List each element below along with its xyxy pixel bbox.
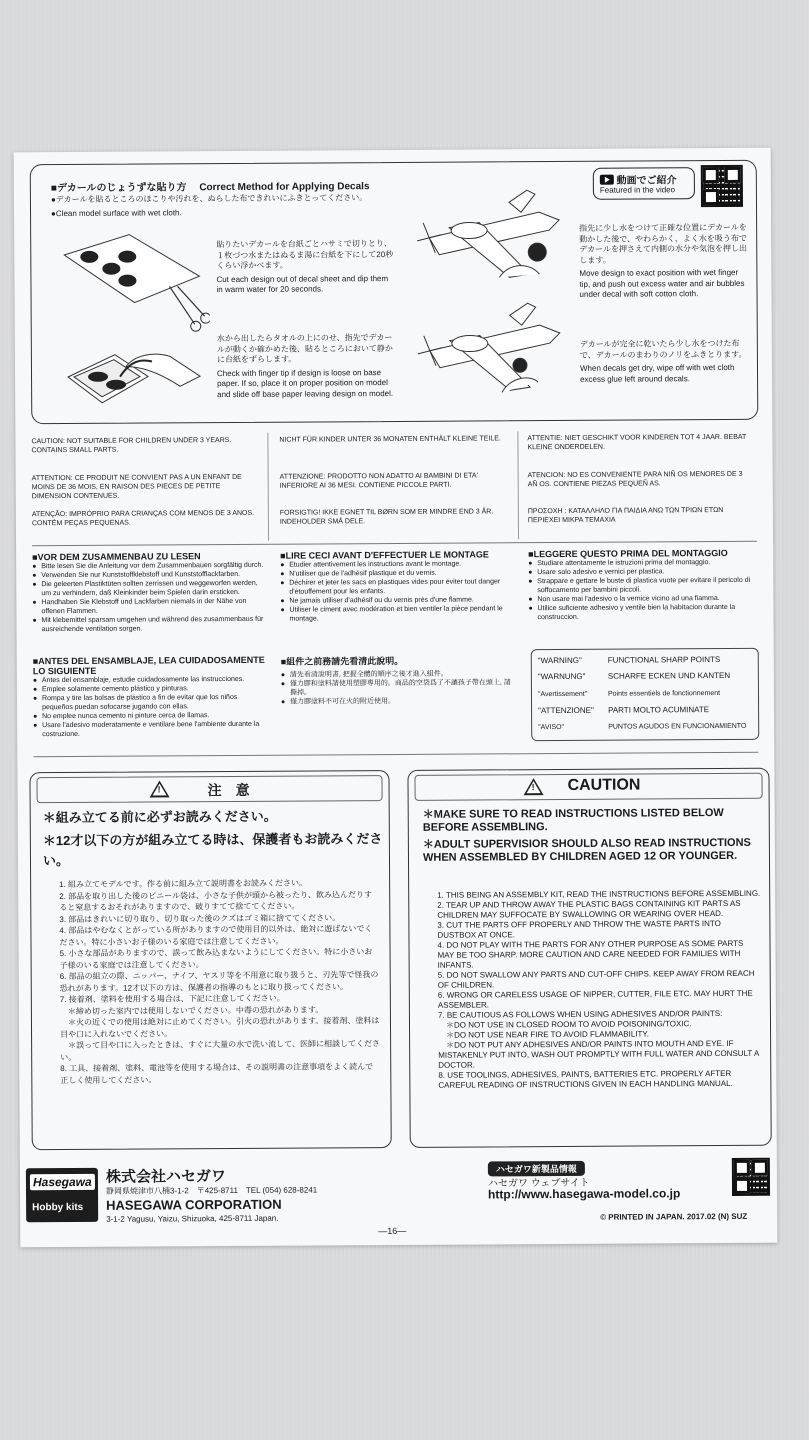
- table-row: [538, 689, 752, 699]
- list-item: ● Strappare e gettare le buste di plastica vuote per evitare il pericolo di soffocamento per bambini piccoli.: [528, 576, 758, 595]
- list-item: ● Die geleerten Plastiktüten sollten zerrissen und weggeworfen werden, um zu verhindern, daß Kleinkinder beim Spielen darin ersticken.: [32, 579, 268, 598]
- list-item: ＊DO NOT USE NEAR FIRE TO AVOID FLAMMABILITY.: [438, 1029, 649, 1040]
- warning-no: FORSIGTIG! IKKE EGNET TIL BØRN SOM ER MINDRE END 3 ÅR. INDEHOLDER SMÅ DELE.: [279, 508, 494, 526]
- table-row-text: Points essentiels de fonctionnement: [607, 690, 721, 698]
- caution-en-header: [414, 773, 762, 801]
- list-item: ＊誤って目や口に入ったときは、すぐに大量の水で洗い流して、医師に相談してください。: [60, 1039, 380, 1062]
- list-item: ● Usare l'adesivo moderatamente e ventilare bene l'ambiente durante la costruzione.: [33, 720, 269, 739]
- list-item: ● Emplee solamente cemento plástico y pinturas.: [33, 684, 269, 694]
- page-number: —16—: [378, 1225, 407, 1237]
- caution-jp-list: [45, 877, 380, 1086]
- address-jp: 静岡県焼津市八楠3-1-2 〒425-8711 TEL (054) 628-8241: [105, 1185, 318, 1196]
- warning-triangle-icon: !: [150, 781, 170, 798]
- table-row-label: "Avertissement": [537, 690, 588, 699]
- decal-clean-jp: ●デカールを貼るところのほこりや汚れを、ぬらした布できれいにふきとってください。: [50, 193, 368, 205]
- section-de-title: ■VOR DEM ZUSAMMENBAU ZU LESEN: [32, 551, 201, 563]
- list-item: ● 僅力膠和塗料請使用塑膠專用的。商品的空袋爲了不讓孩子帶在頭上, 請撕掉。: [281, 678, 517, 697]
- section-zh: [281, 653, 517, 706]
- warning-pt: ATENÇÃO: IMPRÓPRIO PARA CRIANÇAS COM MENOS DE 3 ANOS. CONTÉM PEÇAS PEQUENAS.: [31, 509, 255, 528]
- table-row: [538, 722, 752, 732]
- caution-en-lead1: ＊MAKE SURE TO READ INSTRUCTIONS LISTED BELOW BEFORE ASSEMBLING.: [422, 806, 724, 834]
- decal-clean-en: ●Clean model surface with wet cloth.: [51, 208, 182, 219]
- video-badge-jp: 動画でご紹介: [616, 175, 677, 187]
- list-item: 7. BE CAUTIOUS AS FOLLOWS WHEN USING ADHESIVES AND/OR PAINTS:: [437, 1009, 723, 1020]
- table-row: [538, 671, 752, 683]
- list-item: ● Bitte lesen Sie die Anleitung vor dem Zusammenbauen sorgfältig durch.: [32, 561, 268, 571]
- video-badge[interactable]: [593, 167, 695, 200]
- list-item: ● Ne jamais utiliser d'adhésif ou du vernis près d'une flamme.: [280, 595, 516, 605]
- list-item: ● 請先看清說明書, 把握全體的順序之後才進入組件。: [281, 669, 517, 679]
- decal-step4-jp: デカールが完全に乾いたら少し水をつけた布で、デカールのまわりのノリをふきとります。: [579, 338, 747, 360]
- list-item: ● Studiare attentamente le istruzioni prima del montaggio.: [528, 558, 758, 568]
- section-es: [33, 655, 270, 739]
- decal-step2: [217, 333, 397, 400]
- decal-illustration-left: [59, 226, 210, 417]
- list-item: 4. DO NOT PLAY WITH THE PARTS FOR ANY OTHER PURPOSE AS SOME PARTS MAY BE TOO SHARP. MORE CAUTION AND CARE NEEDED FOR FAMILIES WITH INFANTS.: [437, 938, 744, 970]
- list-item: 2. TEAR UP AND THROW AWAY THE PLASTIC BAGS CONTAINING KIT PARTS AS CHILDREN MAY SUFFOCATE BY SWALLOWING OR WEARING OVER HEAD.: [437, 898, 741, 920]
- new-product-info-badge: ハセガワ新製品情報: [488, 1161, 585, 1177]
- table-row-label: "AVISO": [538, 723, 565, 732]
- instruction-sheet: [14, 148, 778, 1248]
- table-row-label: "ATTENZIONE": [538, 705, 594, 716]
- section-es-list: [33, 675, 269, 739]
- caution-jp-box: [29, 770, 391, 1150]
- table-row-text: PARTI MOLTO ACUMINATE: [608, 705, 710, 715]
- caution-en-list: [423, 889, 762, 1091]
- section-fr-list: [280, 559, 516, 623]
- section-de-list: [32, 561, 268, 634]
- logo-sub: Hobby kits: [32, 1201, 84, 1214]
- list-item: 2. 部品を取り出した後のビニール袋は、小さな子供が頭から被ったり、飲み込んだりすると窒息するおそれがありますので、破りすてて捨ててください。: [59, 889, 372, 913]
- decal-panel: [30, 160, 759, 424]
- caution-jp-lead2: ＊12才以下の方が組み立てる時は、保護者もお読みください。: [42, 831, 383, 869]
- decal-step1-en: Cut each design out of decal sheet and dip them in warm water for 20 seconds.: [216, 273, 389, 295]
- warning-en: CAUTION: NOT SUITABLE FOR CHILDREN UNDER 3 YEARS. CONTAINS SMALL PARTS.: [31, 436, 232, 455]
- list-item: ● N'utiliser que de l'adhésif plastique et du vernis.: [280, 568, 516, 578]
- list-item: ● 僅力膠塗料不可在火的附近使用。: [281, 696, 517, 706]
- list-item: 4. 部品はやむなくとがっている所がありますので使用目的以外は、絶対に遊ばないでください。特に小さいお子様のいる家庭では注意してください。: [59, 924, 373, 947]
- plane-decal-illustration: [409, 182, 570, 413]
- section-zh-title: ■組件之前務請先看清此說明。: [280, 655, 404, 667]
- caution-jp-header: [36, 775, 382, 803]
- divider: [32, 541, 757, 546]
- table-row-text: FUNCTIONAL SHARP POINTS: [607, 655, 721, 665]
- warning-it: ATTENZIONE: PRODOTTO NON ADATTO AI BAMBINI DI ETA' INFERIORE AI 36 MESI. CONTIENE PICCOLE PARTI.: [279, 472, 478, 490]
- list-item: 8. USE TOOLINGS, ADHESIVES, PAINTS, BATTERIES ETC. PROPERLY AFTER CAREFUL READING OF INSTRUCTIONS GIVEN IN EACH HANDLING MANUAL.: [438, 1068, 733, 1090]
- list-item: ● Antes del ensamblaje, estudie cuidadosamente las instrucciones.: [33, 675, 269, 685]
- divider: [267, 433, 269, 541]
- list-item: ● Non usare mai l'adesivo o la vernice vicino ad una fiamma.: [528, 594, 758, 604]
- list-item: 1. 組み立てモデルです。作る前に組み立て説明書をお読みください。: [59, 878, 308, 890]
- list-item: 3. 部品はきれいに切り取り、切り取った後のクズはゴミ箱に捨ててください。: [59, 912, 341, 924]
- list-item: ● Verwenden Sie nur Kunststoffklebstoff und Kunststofflackfarben.: [32, 570, 268, 580]
- list-item: ● Etudier attentivement les instructions avant le montage.: [280, 559, 516, 569]
- list-item: 6. WRONG OR CARELESS USAGE OF NIPPER, CUTTER, FILE ETC. MAY HURT THE ASSEMBLER.: [437, 988, 753, 1010]
- section-es-title: ■ANTES DEL ENSAMBLAJE, LEA CUIDADOSAMENTE LO SIGUIENTE: [32, 654, 265, 677]
- caution-en-lead2: ＊ADULT SUPERVISIOR SHOULD ALSO READ INSTRUCTIONS WHEN ASSEMBLED BY CHILDREN AGED 12 OR YOUNGER.: [422, 836, 751, 864]
- list-item: ● Déchirer et jeter les sacs en plastiques vides pour éviter tout danger d'étouffement pour les enfants.: [280, 577, 516, 596]
- decal-step3: [579, 223, 749, 301]
- section-fr-title: ■LIRE CECI AVANT D'EFFECTUER LE MONTAGE: [280, 549, 489, 561]
- play-icon: [600, 175, 614, 185]
- list-item: ＊DO NOT USE IN CLOSED ROOM TO AVOID POISONING/TOXIC.: [437, 1019, 692, 1030]
- divider: [33, 752, 758, 757]
- list-item: 3. CUT THE PARTS OFF PROPERLY AND THROW THE WASTE PARTS INTO DUSTBOX AT ONCE.: [437, 919, 721, 940]
- list-item: ● Utiliser le ciment avec modération et bien ventiler la pièce pendant le montage.: [280, 604, 516, 623]
- table-row-label: "WARNUNG": [537, 671, 586, 682]
- list-item: ＊火の近くでの使用は絶対に止めてください。引火の恐れがあります。接着剤、塗料は目や口に入れないでください。: [59, 1016, 380, 1039]
- decal-step4-en: When decals get dry, wipe off with wet cloth excess glue left around decals.: [579, 362, 735, 384]
- caution-jp-title: 注 意: [207, 781, 250, 799]
- website-qr-code[interactable]: [732, 1158, 770, 1196]
- list-item: ● Handhaben Sie Klebstoff und Lackfarben niemals in der Nähe von offenen Flammen.: [32, 597, 268, 616]
- warning-fr: ATTENTION: CE PRODUIT NE CONVIENT PAS A UN ENFANT DE MOINS DE 36 MOIS, EN RAISON DES PIECES DE PETITE DIMENSION CONTENUES.: [31, 473, 242, 501]
- warning-de: NICHT FÜR KINDER UNTER 36 MONATEN ENTHÄLT KLEINE TEILE.: [279, 435, 501, 444]
- decal-heading-jp: ■デカールのじょうずな貼り方: [50, 182, 187, 195]
- section-it: [528, 548, 758, 622]
- list-item: ● Usare solo adesivo e vernici per plastica.: [528, 567, 758, 577]
- section-zh-list: [281, 669, 517, 706]
- section-it-list: [528, 558, 758, 622]
- company-name-en: HASEGAWA CORPORATION: [106, 1196, 282, 1213]
- section-fr: [280, 549, 516, 623]
- caution-jp-lead1: ＊組み立てる前に必ずお読みください。: [42, 808, 277, 826]
- list-item: ● No emplee nunca cemento ni pinture cerca de llamas.: [33, 711, 269, 721]
- decal-heading: [51, 177, 370, 194]
- warning-triangle-icon: !: [523, 778, 543, 795]
- video-badge-en: Featured in the video: [599, 185, 676, 195]
- table-row: [538, 655, 752, 667]
- printed-in-japan: © PRINTED IN JAPAN. 2017.02 (N) SUZ: [600, 1211, 748, 1222]
- warning-el: ΠΡΟΣΟΧΗ : ΚΑΤΑΛΛΗΛΟ ΓΙΑ ΠΑΙΔΙΑ ΑΝΩ ΤΩΝ ΤΡΙΩΝ ΕΤΩΝ ΠΕΡΙΕΧΕΙ ΜΙΚΡΑ ΤΕΜΑΧΙΑ: [527, 506, 724, 525]
- decal-step4: [580, 339, 750, 385]
- table-row: [538, 705, 752, 717]
- list-item: 5. DO NOT SWALLOW ANY PARTS AND CUT-OFF CHIPS. KEEP AWAY FROM REACH OF CHILDREN.: [437, 968, 755, 990]
- decal-step3-en: Move design to exact position with wet finger tip, and push out excess water and air bubbles under decal with soft cotton cloth.: [579, 267, 745, 299]
- list-item: ＊DO NOT PUT ANY ADHESIVES AND/OR PAINTS INTO MOUTH AND EYE. IF MISTAKENLY PUT INTO, WASH OUT PROMPTLY WITH FULL WATER AND CONSULT A DOCTOR.: [438, 1038, 759, 1070]
- video-qr-code[interactable]: [701, 165, 743, 207]
- decal-step3-jp: 指先に少し水をつけて正確な位置にデカールを動かした後で、やわらかく、よく水を吸う布でデカールを押さえて内側の水分や気泡を押し出します。: [579, 222, 747, 265]
- decal-step2-jp: 水から出したらタオルの上にのせ、指先でデカールが動くか確かめた後、貼るところにおいて静かに台紙をずらします。: [216, 333, 393, 365]
- section-de: [32, 551, 268, 634]
- list-item: ● Mit klebemittel sparsam umgehen und während des zusammenbaus für ausreichende ventilation sorgen.: [32, 615, 268, 634]
- list-item: 5. 小さな部品がありますので、誤って飲み込まないようにしてください。特に小さいお子様のいる家庭では注意してください。: [59, 947, 373, 970]
- section-it-title: ■LEGGERE QUESTO PRIMA DEL MONTAGGIO: [528, 547, 728, 560]
- company-name-jp: 株式会社ハセガワ: [105, 1168, 226, 1186]
- list-item: 7. 接着剤、塗料を使用する場合は、下記に注意してください。: [59, 993, 285, 1005]
- decal-step2-en: Check with finger tip if design is loose on base paper. If so, place it on proper position on model and slide off base paper leaving design on model.: [216, 367, 394, 399]
- list-item: 6. 部品の組立の際、ニッパー、ナイフ、ヤスリ等を不用意に取り扱うと、刃先等で怪我の恐れがあります。12才以下の方は、保護者の指導のもとに取り扱ってください。: [59, 970, 379, 993]
- list-item: ● Utilice suficiente adhesivo y ventile bien la habitacion durante la construccion.: [528, 603, 758, 622]
- divider: [517, 431, 519, 539]
- caution-en-title: CAUTION: [567, 776, 641, 794]
- address-en: 3-1-2 Yagusu, Yaizu, Shizuoka, 425-8711 Japan.: [106, 1213, 279, 1224]
- list-item: ● Rompa y tire las bolsas de plástico a fin de evitar que los niños pequeños puedan sofocarse jugando con ellas.: [33, 693, 269, 712]
- table-row-label: "WARNING": [537, 655, 582, 666]
- list-item: 8. 工具、接着剤、塗料、電池等を使用する場合は、その説明書の注意事項をよく読んで正しく使用してください。: [60, 1062, 374, 1085]
- website-label: ハセガワ ウェブサイト: [487, 1177, 590, 1190]
- sharp-points-warning-table: [531, 648, 760, 741]
- decal-heading-en: Correct Method for Applying Decals: [199, 181, 370, 194]
- decal-step1: [216, 239, 396, 296]
- website-url[interactable]: http://www.hasegawa-model.co.jp: [487, 1186, 681, 1202]
- warning-nl: ATTENTIE: NIET GESCHIKT VOOR KINDEREN TOT 4 JAAR. BEBAT KLEINE ONDERDELEN.: [527, 433, 747, 452]
- table-row-text: PUNTOS AGUDOS EN FUNCIONAMIENTO: [608, 722, 747, 731]
- warning-es: ATENCION: NO ES CONVENIENTE PARA NIÑ OS MENORES DE 3 AÑ OS. CONTIENE PIEZAS PEQUEÑ AS.: [527, 470, 743, 489]
- decal-step1-jp: 貼りたいデカールを台紙ごとハサミで切りとり、１枚づつ水またはぬるま湯に台紙を下にして20秒くらい浮かべます。: [216, 239, 394, 271]
- hasegawa-logo: [26, 1168, 98, 1222]
- table-row-text: SCHARFE ECKEN UND KANTEN: [607, 670, 731, 681]
- caution-en-box: [407, 768, 771, 1148]
- list-item: 1. THIS BEING AN ASSEMBLY KIT, READ THE INSTRUCTIONS BEFORE ASSEMBLING.: [437, 888, 761, 900]
- list-item: ＊締め切った室内では使用しないでください。中毒の恐れがあります。: [59, 1004, 324, 1016]
- logo-text: Hasegawa: [30, 1174, 95, 1190]
